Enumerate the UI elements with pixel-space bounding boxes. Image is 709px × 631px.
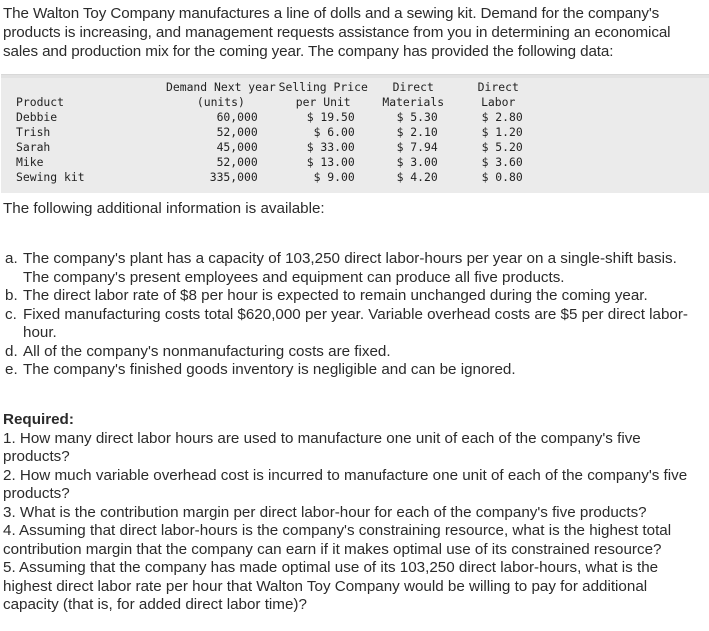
table-row xyxy=(16,110,541,125)
table-header-row-2 xyxy=(16,95,541,110)
header-price-line2: per Unit xyxy=(295,95,351,109)
required-question: 5. Assuming that the company has made optimal use of its 103,250 direct labor-hours, what is the highest direct labor rate per hour that Walton Toy Company would be willing to pay for additional capacity (that is, for added direct labor time)? xyxy=(3,559,659,613)
cell-labor: $ 1.20 xyxy=(481,125,523,139)
table-row xyxy=(16,155,541,170)
cell-materials: $ 3.00 xyxy=(396,155,438,169)
required-title: Required: xyxy=(3,411,74,428)
info-item-text: The company's finished goods inventory is negligible and can be ignored. xyxy=(23,361,516,378)
additional-info-list xyxy=(5,250,705,380)
cell-materials: $ 2.10 xyxy=(396,125,438,139)
header-labor-line2: Labor xyxy=(481,95,516,109)
table-header-row-1 xyxy=(16,80,541,95)
info-item-label: c. xyxy=(5,305,17,323)
cell-labor: $ 5.20 xyxy=(481,140,523,154)
header-product: Product xyxy=(16,95,65,109)
header-price-line1: Selling Price xyxy=(278,80,368,94)
cell-price: $ 6.00 xyxy=(313,125,355,139)
info-item xyxy=(5,287,705,306)
product-data-panel xyxy=(1,74,709,193)
info-item-text: All of the company's nonmanufacturing costs are fixed. xyxy=(23,342,391,360)
info-item-text: The direct labor rate of $8 per hour is expected to remain unchanged during the coming year. xyxy=(23,287,648,304)
info-item-text: Fixed manufacturing costs total $620,000 per year. Variable overhead costs are $5 per direct labor-hour. xyxy=(23,305,688,341)
cell-product: Debbie xyxy=(16,110,58,124)
cell-labor: $ 0.80 xyxy=(481,170,523,184)
header-demand-line1: Demand Next year xyxy=(166,80,276,94)
cell-price: $ 19.50 xyxy=(306,110,355,124)
cell-product: Trish xyxy=(16,125,51,139)
info-item-label: e. xyxy=(5,361,18,378)
required-question: 4. Assuming that direct labor-hours is the company's constraining resource, what is the highest total contribution margin that the company can earn if it makes optimal use of its constrained resource? xyxy=(3,522,672,558)
cell-materials: $ 4.20 xyxy=(396,170,438,184)
required-question: 2. How much variable overhead cost is incurred to manufacture one unit of each of the company's five products? xyxy=(3,466,688,502)
panel-top-band xyxy=(1,75,709,78)
info-item xyxy=(5,250,705,287)
required-section xyxy=(3,411,706,615)
info-item xyxy=(5,306,705,343)
additional-info-heading: The following additional information is available: xyxy=(3,200,325,217)
cell-demand: 52,000 xyxy=(216,155,258,169)
header-labor-line1: Direct xyxy=(477,80,519,94)
info-item xyxy=(5,343,705,362)
cell-demand: 60,000 xyxy=(216,110,258,124)
cell-product: Sarah xyxy=(16,140,51,154)
intro-paragraph: The Walton Toy Company manufactures a line of dolls and a sewing kit. Demand for the company's products is increasing, and management requests assistance from you in determining an economical sales and production mix for the coming year. The company has provided the following data: xyxy=(3,5,671,60)
header-materials-line2: Materials xyxy=(382,95,445,109)
product-data-table xyxy=(16,80,541,185)
info-item-text: The company's plant has a capacity of 103,250 direct labor-hours per year on a single-shift basis. The company's present employees and equipment can produce all five products. xyxy=(23,250,677,286)
cell-product: Sewing kit xyxy=(16,170,85,184)
header-materials-line1: Direct xyxy=(392,80,434,94)
cell-price: $ 33.00 xyxy=(306,140,355,154)
table-row xyxy=(16,125,541,140)
info-item xyxy=(5,361,705,380)
table-row xyxy=(16,170,541,185)
cell-price: $ 13.00 xyxy=(306,155,355,169)
cell-labor: $ 2.80 xyxy=(481,110,523,124)
cell-price: $ 9.00 xyxy=(313,170,355,184)
cell-materials: $ 5.30 xyxy=(396,110,438,124)
required-question: 3. What is the contribution margin per direct labor-hour for each of the company's five products? xyxy=(3,503,647,521)
info-item-label: a. xyxy=(5,250,18,267)
cell-materials: $ 7.94 xyxy=(396,140,438,154)
cell-demand: 52,000 xyxy=(216,125,258,139)
required-questions xyxy=(3,430,706,615)
info-item-label: d. xyxy=(5,342,18,360)
info-item-label: b. xyxy=(5,287,18,304)
cell-demand: 45,000 xyxy=(216,140,258,154)
cell-labor: $ 3.60 xyxy=(481,155,523,169)
header-demand-line2: (units) xyxy=(196,95,245,109)
cell-product: Mike xyxy=(16,155,44,169)
header-product-spacer xyxy=(16,80,166,95)
table-body xyxy=(16,110,541,185)
cell-demand: 335,000 xyxy=(209,170,258,184)
table-row xyxy=(16,140,541,155)
required-question: 1. How many direct labor hours are used to manufacture one unit of each of the company's five products? xyxy=(3,429,641,465)
